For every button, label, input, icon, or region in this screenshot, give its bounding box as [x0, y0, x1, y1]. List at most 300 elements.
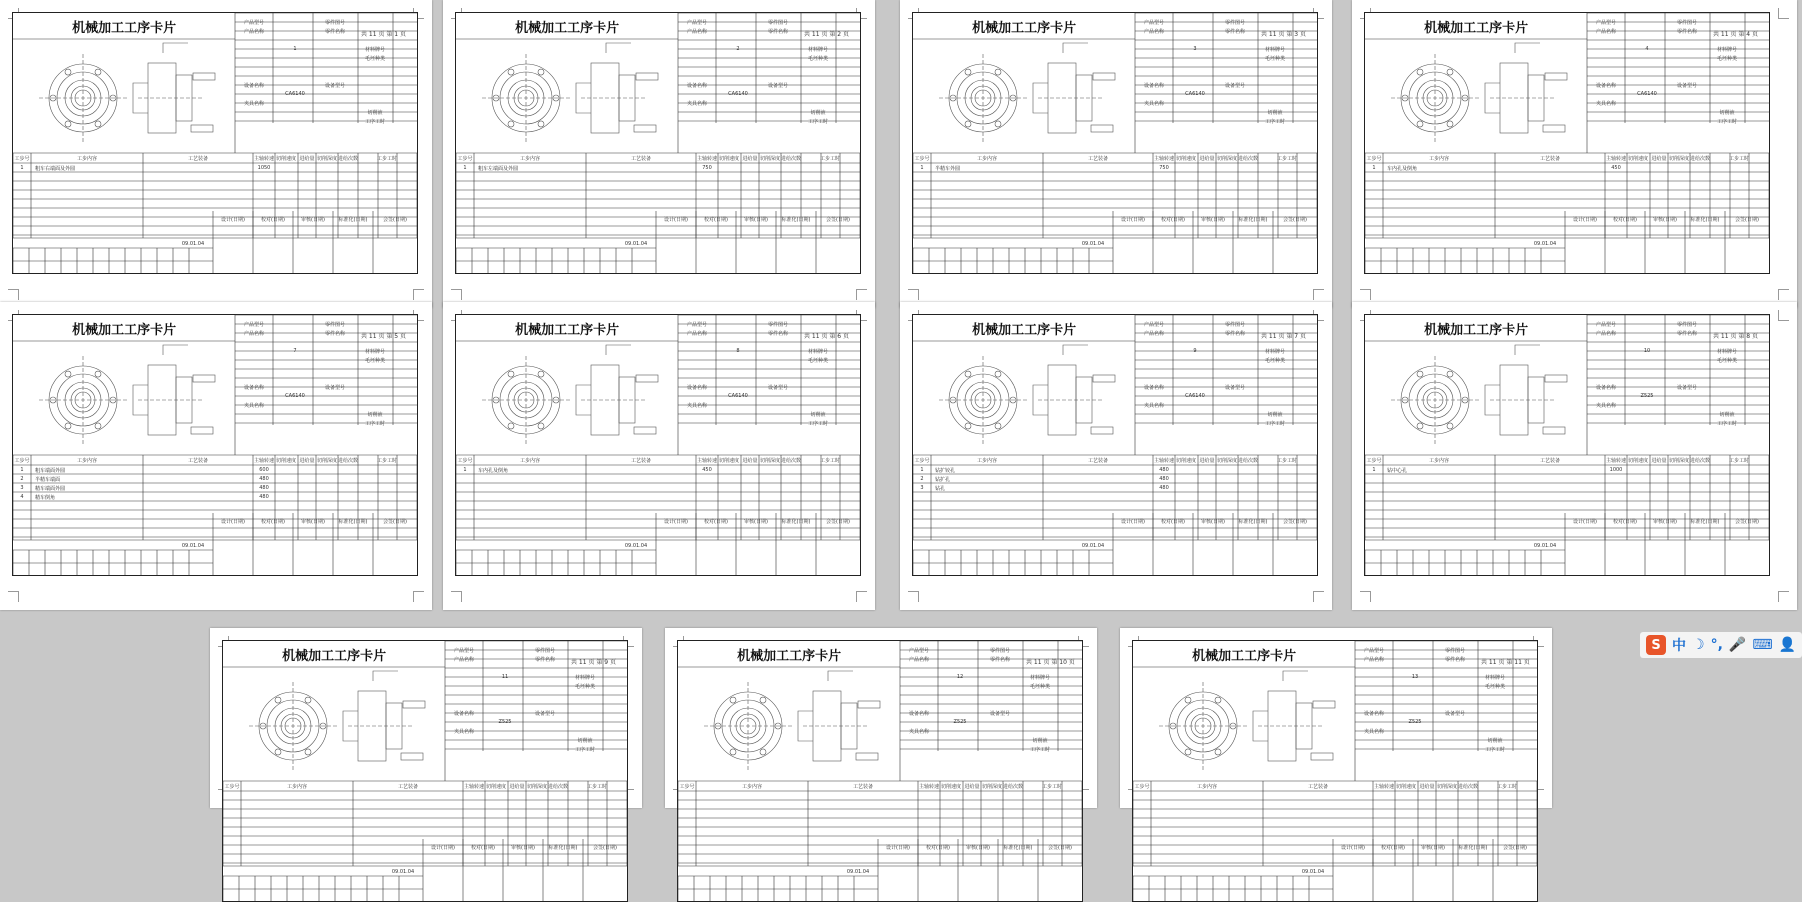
table-header: 工艺装备: [630, 156, 652, 162]
table-header: 主轴转速: [1153, 458, 1175, 464]
header-label: 零件图号: [1224, 20, 1246, 26]
process-number: 11: [501, 674, 509, 680]
table-header: 主轴转速: [1373, 784, 1395, 790]
process-number: 3: [1193, 46, 1197, 52]
process-number: 10: [1643, 348, 1651, 354]
table-header: 工步号: [914, 156, 930, 162]
signature-label: 校对(日期): [261, 519, 285, 525]
page-counter: 共 11 页 第 8 页: [1713, 333, 1758, 340]
document-page: [443, 0, 875, 308]
header-label: 产品型号: [686, 20, 708, 26]
ime-language-toggle[interactable]: 中: [1672, 638, 1686, 654]
table-header: 工步工时: [1728, 156, 1750, 162]
table-header: 工步内容: [1196, 784, 1218, 790]
step-content: 车内孔及倒角: [478, 468, 509, 474]
card-grid: [913, 13, 1317, 273]
table-header: 进给量: [1651, 458, 1667, 464]
header-label: 产品名称: [1363, 657, 1385, 663]
process-card: [455, 314, 861, 576]
step-number: 3: [20, 485, 24, 491]
table-header: 工艺装备: [1087, 458, 1109, 464]
table-header: 工艺装备: [1539, 156, 1561, 162]
table-header: 切削速度: [275, 156, 297, 162]
table-header: 切削速度: [718, 458, 740, 464]
spindle-speed: 450: [1611, 165, 1621, 171]
header-label: 夹具名称: [1595, 101, 1617, 107]
header-label: 产品名称: [453, 657, 475, 663]
header-label: 设备型号: [767, 83, 789, 89]
signature-label: 会签(日期): [1283, 519, 1307, 525]
header-label: 材料牌号: [364, 47, 386, 53]
ime-toolbar[interactable]: [1640, 632, 1802, 658]
header-label: 零件名称: [989, 657, 1011, 663]
step-content: 精车倒角: [35, 495, 56, 501]
table-header: 工步工时: [1276, 458, 1298, 464]
page-corner-mark: [1778, 591, 1789, 602]
step-number: 1: [920, 467, 924, 473]
signature-label: 设计(日期): [1573, 217, 1597, 223]
header-label: 切削液: [1032, 738, 1048, 744]
step-content: 钻扩铰孔: [935, 468, 956, 474]
signature-label: 标准化(日期): [1690, 217, 1720, 223]
equipment-model: Z525: [1408, 719, 1422, 725]
signature-label: 校对(日期): [471, 845, 495, 851]
signature-label: 审核(日期): [1653, 519, 1677, 525]
table-header: 主轴转速: [1605, 156, 1627, 162]
signature-label: 设计(日期): [221, 519, 245, 525]
step-content: 钻中心孔: [1387, 468, 1408, 474]
date-code: 09.01.04: [391, 869, 415, 875]
header-label: 夹具名称: [686, 403, 708, 409]
header-label: 材料牌号: [1484, 675, 1506, 681]
header-label: 切削液: [1267, 412, 1283, 418]
header-label: 夹具名称: [1143, 403, 1165, 409]
table-header: 进给量: [742, 458, 758, 464]
process-card: [222, 640, 628, 902]
step-content: 粗车右端面及外圆: [35, 166, 76, 172]
header-label: 切削液: [367, 110, 383, 116]
header-label: 毛坯种类: [1264, 358, 1286, 364]
table-header: 工艺装备: [397, 784, 419, 790]
part-drawing: [1391, 345, 1567, 444]
header-label: 零件名称: [767, 29, 789, 35]
header-label: 产品型号: [1595, 322, 1617, 328]
date-code: 09.01.04: [624, 543, 648, 549]
header-label: 零件图号: [1444, 648, 1466, 654]
header-label: 产品名称: [243, 331, 265, 337]
part-drawing: [482, 43, 658, 142]
signature-label: 设计(日期): [664, 519, 688, 525]
table-header: 工步工时: [1728, 458, 1750, 464]
part-drawing: [1159, 671, 1335, 770]
header-label: 材料牌号: [1029, 675, 1051, 681]
header-label: 毛坯种类: [1484, 684, 1506, 690]
header-label: 设备名称: [686, 83, 708, 89]
header-label: 切削液: [1719, 412, 1735, 418]
table-header: 进给次数: [1237, 458, 1259, 464]
table-header: 工步号: [14, 156, 30, 162]
page-corner-mark: [1313, 289, 1324, 300]
signature-label: 设计(日期): [664, 217, 688, 223]
document-page: [1352, 302, 1797, 610]
page-corner-mark: [413, 591, 424, 602]
keyboard-icon[interactable]: ⌨: [1752, 637, 1773, 653]
table-header: 工步内容: [976, 458, 998, 464]
card-title: 机械加工工序卡片: [72, 322, 177, 338]
punctuation-icon[interactable]: °,: [1710, 637, 1723, 653]
header-label: 切削液: [810, 110, 826, 116]
header-label: 设备名称: [1143, 385, 1165, 391]
page-counter: 共 11 页 第 10 页: [1026, 659, 1075, 666]
page-counter: 共 11 页 第 4 页: [1713, 31, 1758, 38]
header-label: 产品型号: [243, 322, 265, 328]
signature-label: 设计(日期): [886, 845, 910, 851]
process-number: 7: [293, 348, 297, 354]
date-code: 09.01.04: [1533, 241, 1557, 247]
table-header: 工步号: [1134, 784, 1150, 790]
date-code: 09.01.04: [1081, 241, 1105, 247]
table-header: 主轴转速: [253, 458, 275, 464]
header-label: 设备名称: [908, 711, 930, 717]
table-header: 工步内容: [741, 784, 763, 790]
table-header: 切削深度: [1216, 156, 1238, 162]
header-label: 工序工时: [1716, 421, 1738, 427]
header-label: 毛坯种类: [364, 358, 386, 364]
page-counter: 共 11 页 第 9 页: [571, 659, 616, 666]
table-header: 工步号: [1366, 458, 1382, 464]
signature-label: 会签(日期): [593, 845, 617, 851]
page-counter: 共 11 页 第 6 页: [804, 333, 849, 340]
header-label: 产品名称: [1143, 331, 1165, 337]
header-label: 零件图号: [1224, 322, 1246, 328]
page-counter: 共 11 页 第 7 页: [1261, 333, 1306, 340]
table-header: 进给次数: [1689, 458, 1711, 464]
header-label: 工序工时: [807, 421, 829, 427]
step-content: 粗车左端面及外圆: [478, 166, 519, 172]
card-title: 机械加工工序卡片: [72, 20, 177, 36]
signature-label: 会签(日期): [1283, 217, 1307, 223]
header-label: 设备名称: [243, 83, 265, 89]
header-label: 工序工时: [807, 119, 829, 125]
signature-label: 设计(日期): [1121, 519, 1145, 525]
table-header: 进给次数: [1002, 784, 1024, 790]
part-drawing: [39, 43, 215, 142]
step-number: 1: [463, 165, 467, 171]
table-header: 进给次数: [337, 458, 359, 464]
spindle-speed: 480: [259, 476, 269, 482]
header-label: 产品名称: [686, 331, 708, 337]
header-label: 设备名称: [1143, 83, 1165, 89]
equipment-model: CA6140: [1185, 91, 1205, 97]
step-number: 1: [920, 165, 924, 171]
table-header: 切削速度: [1395, 784, 1417, 790]
header-label: 设备名称: [1595, 83, 1617, 89]
mic-icon[interactable]: 🎤: [1728, 637, 1747, 653]
signature-label: 校对(日期): [704, 519, 728, 525]
header-label: 产品型号: [243, 20, 265, 26]
step-content: 粗车端面外圆: [35, 468, 66, 474]
step-number: 1: [463, 467, 467, 473]
header-label: 设备型号: [1676, 385, 1698, 391]
signature-label: 标准化(日期): [1003, 845, 1033, 851]
header-label: 零件名称: [534, 657, 556, 663]
table-header: 主轴转速: [253, 156, 275, 162]
table-header: 工步内容: [976, 156, 998, 162]
header-label: 工序工时: [364, 119, 386, 125]
document-page: [1120, 628, 1552, 875]
header-label: 设备名称: [1363, 711, 1385, 717]
table-header: 主轴转速: [696, 156, 718, 162]
spindle-speed: 480: [1159, 476, 1169, 482]
user-icon[interactable]: 👤: [1778, 637, 1796, 653]
signature-label: 会签(日期): [1735, 217, 1759, 223]
page-counter: 共 11 页 第 1 页: [361, 31, 406, 38]
header-label: 毛坯种类: [807, 358, 829, 364]
process-number: 12: [956, 674, 964, 680]
spindle-speed: 480: [259, 494, 269, 500]
process-card: [1364, 12, 1770, 274]
card-title: 机械加工工序卡片: [1424, 322, 1529, 338]
header-label: 产品名称: [1595, 29, 1617, 35]
process-number: 2: [736, 46, 740, 52]
header-label: 零件名称: [1444, 657, 1466, 663]
signature-label: 设计(日期): [1341, 845, 1365, 851]
header-label: 设备名称: [1595, 385, 1617, 391]
table-header: 切削深度: [759, 458, 781, 464]
table-header: 切削深度: [526, 784, 548, 790]
header-label: 材料牌号: [807, 47, 829, 53]
table-header: 主轴转速: [1605, 458, 1627, 464]
step-number: 1: [20, 165, 24, 171]
header-label: 夹具名称: [686, 101, 708, 107]
header-label: 零件名称: [1224, 29, 1246, 35]
process-number: 8: [736, 348, 740, 354]
header-label: 设备型号: [534, 711, 556, 717]
header-label: 夹具名称: [1363, 729, 1385, 735]
header-label: 毛坯种类: [1264, 56, 1286, 62]
table-header: 工步号: [14, 458, 30, 464]
equipment-model: CA6140: [1637, 91, 1657, 97]
equipment-model: Z525: [1640, 393, 1654, 399]
table-header: 工艺装备: [852, 784, 874, 790]
table-header: 切削深度: [1668, 458, 1690, 464]
header-label: 产品名称: [908, 657, 930, 663]
table-header: 切削速度: [1175, 458, 1197, 464]
header-label: 零件图号: [1676, 20, 1698, 26]
table-header: 工步内容: [1428, 458, 1450, 464]
header-label: 毛坯种类: [807, 56, 829, 62]
document-page: [900, 0, 1332, 308]
signature-label: 审核(日期): [301, 217, 325, 223]
header-label: 毛坯种类: [364, 56, 386, 62]
header-label: 零件图号: [534, 648, 556, 654]
header-label: 产品名称: [686, 29, 708, 35]
step-content: 半精车外圆: [935, 166, 961, 172]
page-corner-mark: [908, 289, 919, 300]
card-title: 机械加工工序卡片: [737, 648, 842, 664]
signature-label: 校对(日期): [926, 845, 950, 851]
table-header: 工艺装备: [1307, 784, 1329, 790]
card-title: 机械加工工序卡片: [515, 322, 620, 338]
date-code: 09.01.04: [1533, 543, 1557, 549]
signature-label: 标准化(日期): [1458, 845, 1488, 851]
table-header: 进给次数: [780, 156, 802, 162]
header-label: 零件名称: [1224, 331, 1246, 337]
moon-icon[interactable]: ☽: [1692, 637, 1705, 653]
table-header: 切削深度: [1216, 458, 1238, 464]
header-label: 毛坯种类: [574, 684, 596, 690]
signature-label: 审核(日期): [966, 845, 990, 851]
page-counter: 共 11 页 第 5 页: [361, 333, 406, 340]
table-header: 切削速度: [485, 784, 507, 790]
table-header: 切削深度: [1436, 784, 1458, 790]
step-number: 3: [920, 485, 924, 491]
table-header: 进给量: [1199, 156, 1215, 162]
table-header: 工步内容: [76, 156, 98, 162]
date-code: 09.01.04: [846, 869, 870, 875]
card-title: 机械加工工序卡片: [972, 20, 1077, 36]
header-label: 毛坯种类: [1716, 56, 1738, 62]
ime-logo[interactable]: S: [1646, 635, 1666, 655]
header-label: 产品型号: [1363, 648, 1385, 654]
table-header: 进给量: [299, 458, 315, 464]
table-header: 工艺装备: [187, 156, 209, 162]
header-label: 材料牌号: [1716, 349, 1738, 355]
table-header: 进给次数: [1689, 156, 1711, 162]
step-content: 车内孔及倒角: [1387, 166, 1418, 172]
table-header: 主轴转速: [918, 784, 940, 790]
spindle-speed: 750: [1159, 165, 1169, 171]
table-header: 切削深度: [1668, 156, 1690, 162]
header-label: 产品型号: [1595, 20, 1617, 26]
equipment-model: CA6140: [728, 393, 748, 399]
table-header: 工步工时: [1041, 784, 1063, 790]
table-header: 工步号: [457, 458, 473, 464]
equipment-model: CA6140: [285, 393, 305, 399]
step-content: 半精车端面: [35, 477, 61, 483]
page-corner-mark: [1778, 289, 1789, 300]
document-page: [0, 0, 432, 308]
header-label: 工序工时: [1264, 119, 1286, 125]
signature-label: 设计(日期): [1573, 519, 1597, 525]
page-corner-mark: [451, 289, 462, 300]
header-label: 设备名称: [243, 385, 265, 391]
process-card: [1132, 640, 1538, 902]
process-number: 1: [293, 46, 297, 52]
signature-label: 校对(日期): [1161, 519, 1185, 525]
signature-label: 会签(日期): [1735, 519, 1759, 525]
page-corner-mark: [1360, 289, 1371, 300]
page-corner-mark: [413, 289, 424, 300]
table-header: 工艺装备: [1087, 156, 1109, 162]
table-header: 进给次数: [780, 458, 802, 464]
header-label: 工序工时: [364, 421, 386, 427]
process-card: [455, 12, 861, 274]
step-number: 1: [20, 467, 24, 473]
signature-label: 审核(日期): [301, 519, 325, 525]
process-card: [12, 314, 418, 576]
step-content: 钻孔: [935, 486, 946, 492]
card-grid: [1365, 13, 1769, 273]
spindle-speed: 750: [702, 165, 712, 171]
table-header: 切削速度: [718, 156, 740, 162]
card-grid: [678, 641, 1082, 901]
part-drawing: [704, 671, 880, 770]
header-label: 零件图号: [767, 20, 789, 26]
equipment-model: CA6140: [285, 91, 305, 97]
header-label: 设备型号: [1224, 83, 1246, 89]
signature-label: 审核(日期): [744, 217, 768, 223]
signature-label: 会签(日期): [826, 217, 850, 223]
table-header: 工步号: [224, 784, 240, 790]
table-header: 工步内容: [76, 458, 98, 464]
card-title: 机械加工工序卡片: [972, 322, 1077, 338]
table-header: 工步号: [457, 156, 473, 162]
card-grid: [13, 315, 417, 575]
page-corner-mark: [1313, 591, 1324, 602]
page-corner-mark: [1360, 591, 1371, 602]
table-header: 进给次数: [1237, 156, 1259, 162]
header-label: 切削液: [1719, 110, 1735, 116]
table-header: 工步内容: [519, 458, 541, 464]
header-label: 切削液: [1487, 738, 1503, 744]
header-label: 材料牌号: [1264, 349, 1286, 355]
table-header: 工步工时: [819, 156, 841, 162]
table-header: 切削深度: [316, 458, 338, 464]
header-label: 产品名称: [1595, 331, 1617, 337]
step-number: 2: [920, 476, 924, 482]
spindle-speed: 450: [702, 467, 712, 473]
table-header: 切削深度: [759, 156, 781, 162]
table-header: 进给次数: [547, 784, 569, 790]
table-header: 工步工时: [1496, 784, 1518, 790]
process-card: [912, 12, 1318, 274]
page-counter: 共 11 页 第 11 页: [1481, 659, 1530, 666]
equipment-model: CA6140: [728, 91, 748, 97]
header-label: 产品型号: [453, 648, 475, 654]
page-counter: 共 11 页 第 2 页: [804, 31, 849, 38]
signature-label: 会签(日期): [383, 217, 407, 223]
table-header: 进给次数: [1457, 784, 1479, 790]
signature-label: 标准化(日期): [338, 217, 368, 223]
page-corner-mark: [856, 289, 867, 300]
header-label: 切削液: [810, 412, 826, 418]
header-label: 产品型号: [1143, 322, 1165, 328]
table-header: 工艺装备: [630, 458, 652, 464]
table-header: 工艺装备: [1539, 458, 1561, 464]
header-label: 设备型号: [767, 385, 789, 391]
date-code: 09.01.04: [1081, 543, 1105, 549]
spindle-speed: 480: [1159, 485, 1169, 491]
card-grid: [223, 641, 627, 901]
document-page: [1352, 0, 1797, 308]
step-number: 2: [20, 476, 24, 482]
header-label: 毛坯种类: [1029, 684, 1051, 690]
header-label: 产品名称: [243, 29, 265, 35]
card-grid: [13, 13, 417, 273]
date-code: 09.01.04: [1301, 869, 1325, 875]
header-label: 设备名称: [686, 385, 708, 391]
part-drawing: [482, 345, 658, 444]
signature-label: 校对(日期): [1613, 217, 1637, 223]
process-number: 9: [1193, 348, 1197, 354]
header-label: 设备型号: [989, 711, 1011, 717]
signature-label: 标准化(日期): [781, 519, 811, 525]
table-header: 进给量: [1651, 156, 1667, 162]
step-content: 钻扩孔: [935, 477, 951, 483]
process-card: [1364, 314, 1770, 576]
header-label: 零件图号: [324, 322, 346, 328]
